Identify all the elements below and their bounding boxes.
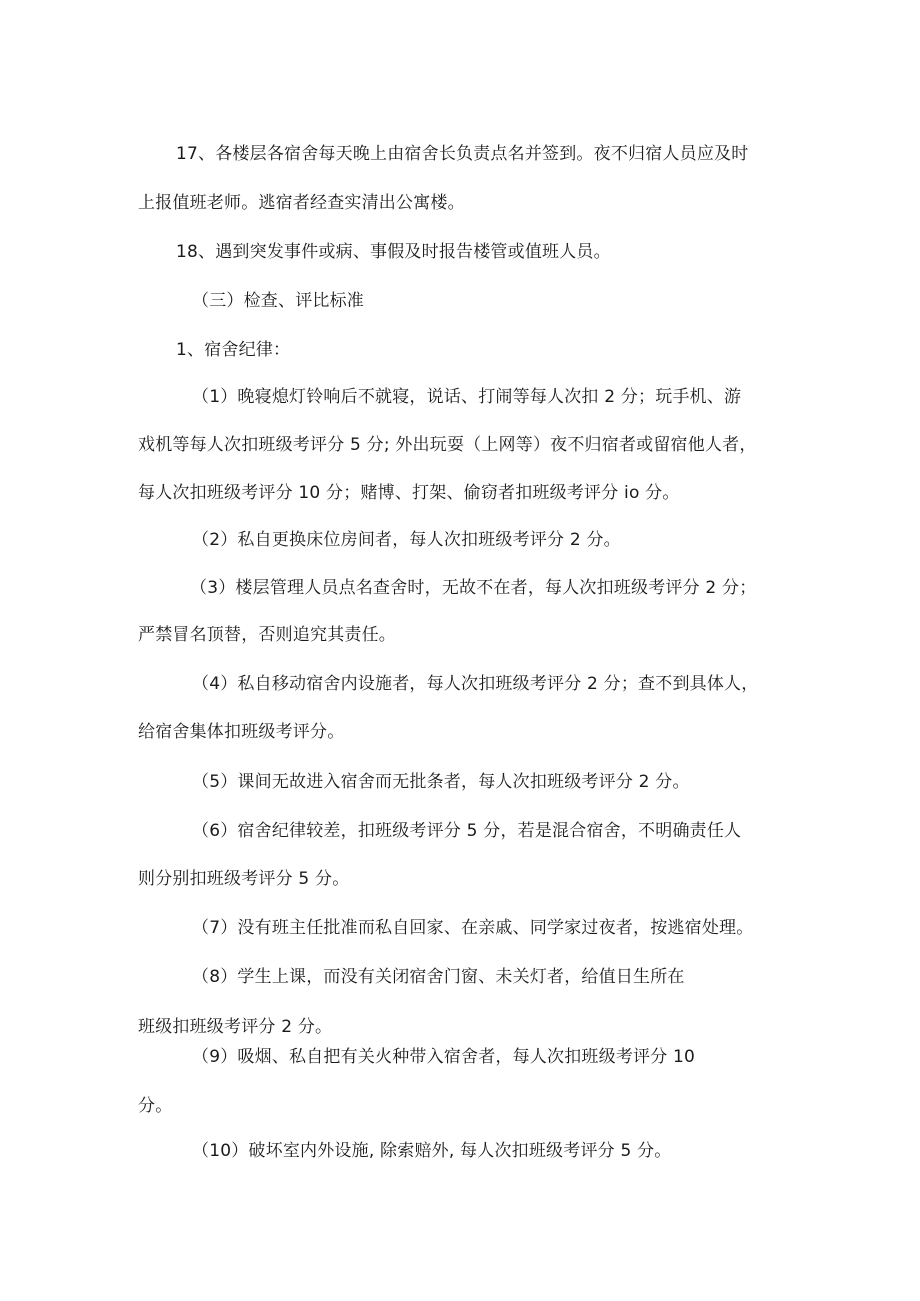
text-line: （4）私自移动宿舍内设施者，每人次扣班级考评分 2 分；查不到具体人， (192, 674, 759, 694)
subsection-heading: 1、宿舍纪律： (176, 340, 291, 360)
text-line: （10）破坏室内外设施, 除索赔外, 每人次扣班级考评分 5 分。 (192, 1141, 672, 1161)
text-line: 给宿舍集体扣班级考评分。 (138, 722, 345, 742)
text-line: 17、各楼层各宿舍每天晚上由宿舍长负责点名并签到。夜不归宿人员应及时 (176, 144, 749, 164)
text-line: 每人次扣班级考评分 10 分；赌博、打架、偷窃者扣班级考评分 io 分。 (138, 483, 680, 503)
text-line: 分。 (138, 1096, 173, 1116)
text-line: （9）吸烟、私自把有关火种带入宿舍者，每人次扣班级考评分 10 (192, 1047, 696, 1067)
text-line: 上报值班老师。逃宿者经查实清出公寓楼。 (138, 193, 465, 213)
text-line: （5）课间无故进入宿舍而无批条者，每人次扣班级考评分 2 分。 (192, 772, 690, 792)
text-line: 严禁冒名顶替，否则追究其责任。 (138, 625, 396, 645)
text-line: 班级扣班级考评分 2 分。 (138, 1017, 333, 1037)
text-line: （8）学生上课，而没有关闭宿舍门窗、未关灯者，给值日生所在 (192, 967, 685, 987)
text-line: （1）晚寝熄灯铃响后不就寝，说话、打闹等每人次扣 2 分；玩手机、游 (192, 387, 742, 407)
text-line: 则分别扣班级考评分 5 分。 (138, 869, 350, 889)
text-line: （2）私自更换床位房间者，每人次扣班级考评分 2 分。 (192, 530, 621, 550)
text-line: （7）没有班主任批准而私自回家、在亲戚、同学家过夜者，按逃宿处理。 (192, 918, 754, 938)
text-line: （6）宿舍纪律较差，扣班级考评分 5 分，若是混合宿舍，不明确责任人 (192, 821, 742, 841)
text-line: （3）楼层管理人员点名查舍时，无故不在者，每人次扣班级考评分 2 分； (190, 578, 757, 598)
section-heading: （三）检查、评比标准 (192, 291, 364, 311)
text-line: 戏机等每人次扣班级考评分 5 分; 外出玩耍（上网等）夜不归宿者或留宿他人者， (138, 435, 757, 455)
text-line: 18、遇到突发事件或病、事假及时报告楼管或值班人员。 (176, 242, 611, 262)
